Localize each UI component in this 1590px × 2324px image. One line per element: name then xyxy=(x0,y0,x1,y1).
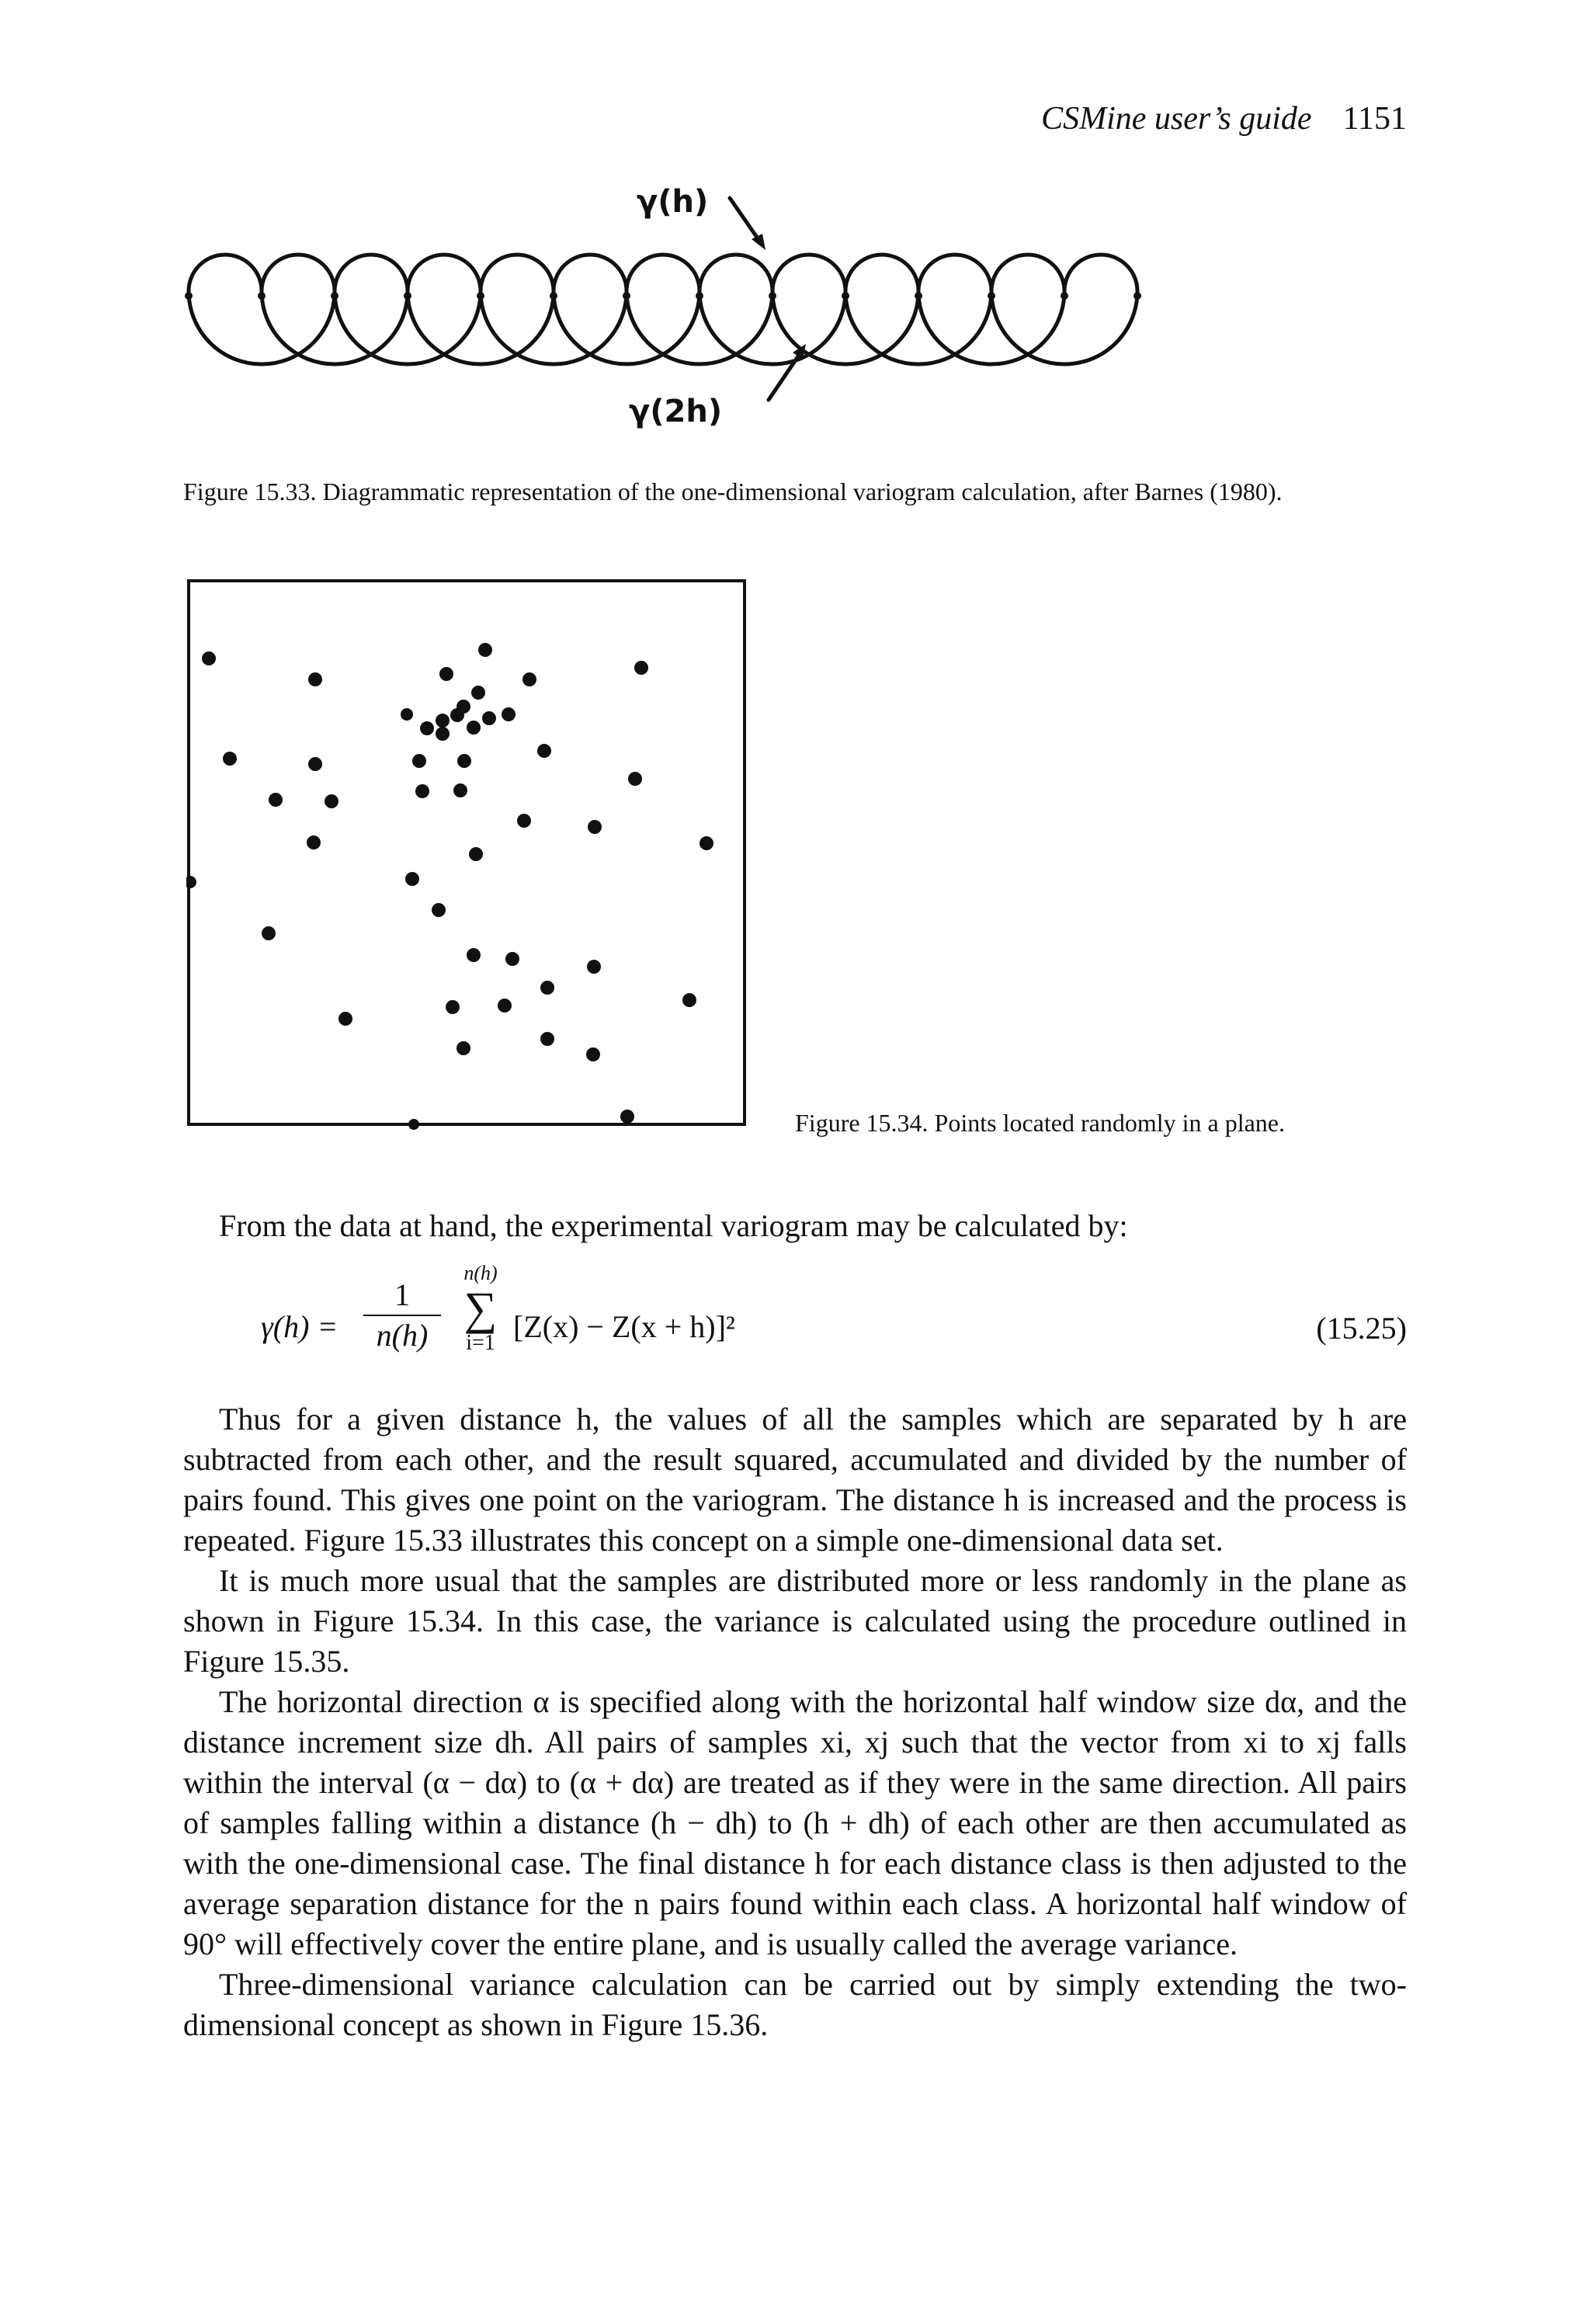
label-gamma-2h: γ(2h) xyxy=(629,394,723,429)
label-gamma-h: γ(h) xyxy=(637,184,709,220)
paragraph-2: It is much more usual that the samples are distributed more or less randomly in the plane as shown in Figure 15.34. In this case, the variance is calculated using the procedure outlined in Figure 15.35. xyxy=(183,1563,1407,1679)
fraction-bar xyxy=(363,1315,441,1316)
equation-fraction xyxy=(363,1277,441,1353)
upper-arcs xyxy=(189,255,1137,291)
sum-lower-limit: i=1 xyxy=(466,1331,495,1355)
intro-text xyxy=(183,1206,1407,1246)
figure-15-33-caption: Figure 15.33. Diagrammatic representation of the one-dimensional variogram calculation, after Barnes (1980). xyxy=(183,478,1283,505)
sum-symbol: ∑ xyxy=(463,1283,498,1334)
arrow-to-lower-arc xyxy=(769,352,801,400)
equation-number: (15.25) xyxy=(1316,1311,1407,1346)
body-paragraphs xyxy=(183,1399,1407,2045)
equation-lhs: γ(h) = xyxy=(261,1309,338,1344)
figure-1d-variogram-diagram xyxy=(171,175,1180,439)
sum-upper-limit: n(h) xyxy=(463,1262,498,1284)
page-number: 1151 xyxy=(1342,101,1407,137)
page-header xyxy=(0,102,1407,135)
lower-arcs xyxy=(189,291,1137,364)
random-points xyxy=(186,643,713,1130)
paragraph-1: Thus for a given distance h, the values of all the samples which are separated by h are subtracted from each other, and the result squared, accumulated and divided by the number of pairs found. This gives one point on the variogram. The distance h is increased and the process is repeated. Figure 15.33 illustrates this concept on a simple one-dimensional data set. xyxy=(183,1402,1407,1558)
paragraph-4: Three-dimensional variance calculation can be carried out by simply extending the two-dimensional concept as shown in Figure 15.36. xyxy=(183,1967,1407,2042)
paragraph-3: The horizontal direction α is specified along with the horizontal half window size dα, and the distance increment size dh. All pairs of samples xi, xj such that the vector from xi to xj falls within the interval (α − dα) to (α + dα) are treated as if they were in the same direction. All pairs of samples falling within a distance (h − dh) to (h + dh) of each other are then accumulated as with the one-dimensional case. The final distance h for each distance class is then adjusted to the average separation distance for the n pairs found within each class. A horizontal half window of 90° will effectively cover the entire plane, and is usually called the average variance. xyxy=(183,1684,1407,1961)
sample-points xyxy=(185,292,1141,300)
equation-rhs: [Z(x) − Z(x + h)]² xyxy=(513,1309,735,1344)
summation xyxy=(453,1262,508,1355)
intro-paragraph: From the data at hand, the experimental variogram may be calculated by: xyxy=(219,1208,1128,1243)
equation-15-25 xyxy=(183,1262,1407,1394)
arrow-to-upper-arc xyxy=(730,198,759,241)
arrow-head-upper xyxy=(752,234,765,250)
figure-15-34-caption: Figure 15.34. Points located randomly in a plane. xyxy=(795,1109,1285,1137)
figure-random-points-plane xyxy=(186,578,761,1145)
fraction-numerator: 1 xyxy=(394,1277,410,1312)
running-title: CSMine user’s guide xyxy=(1041,101,1312,137)
fraction-denominator: n(h) xyxy=(376,1318,429,1353)
